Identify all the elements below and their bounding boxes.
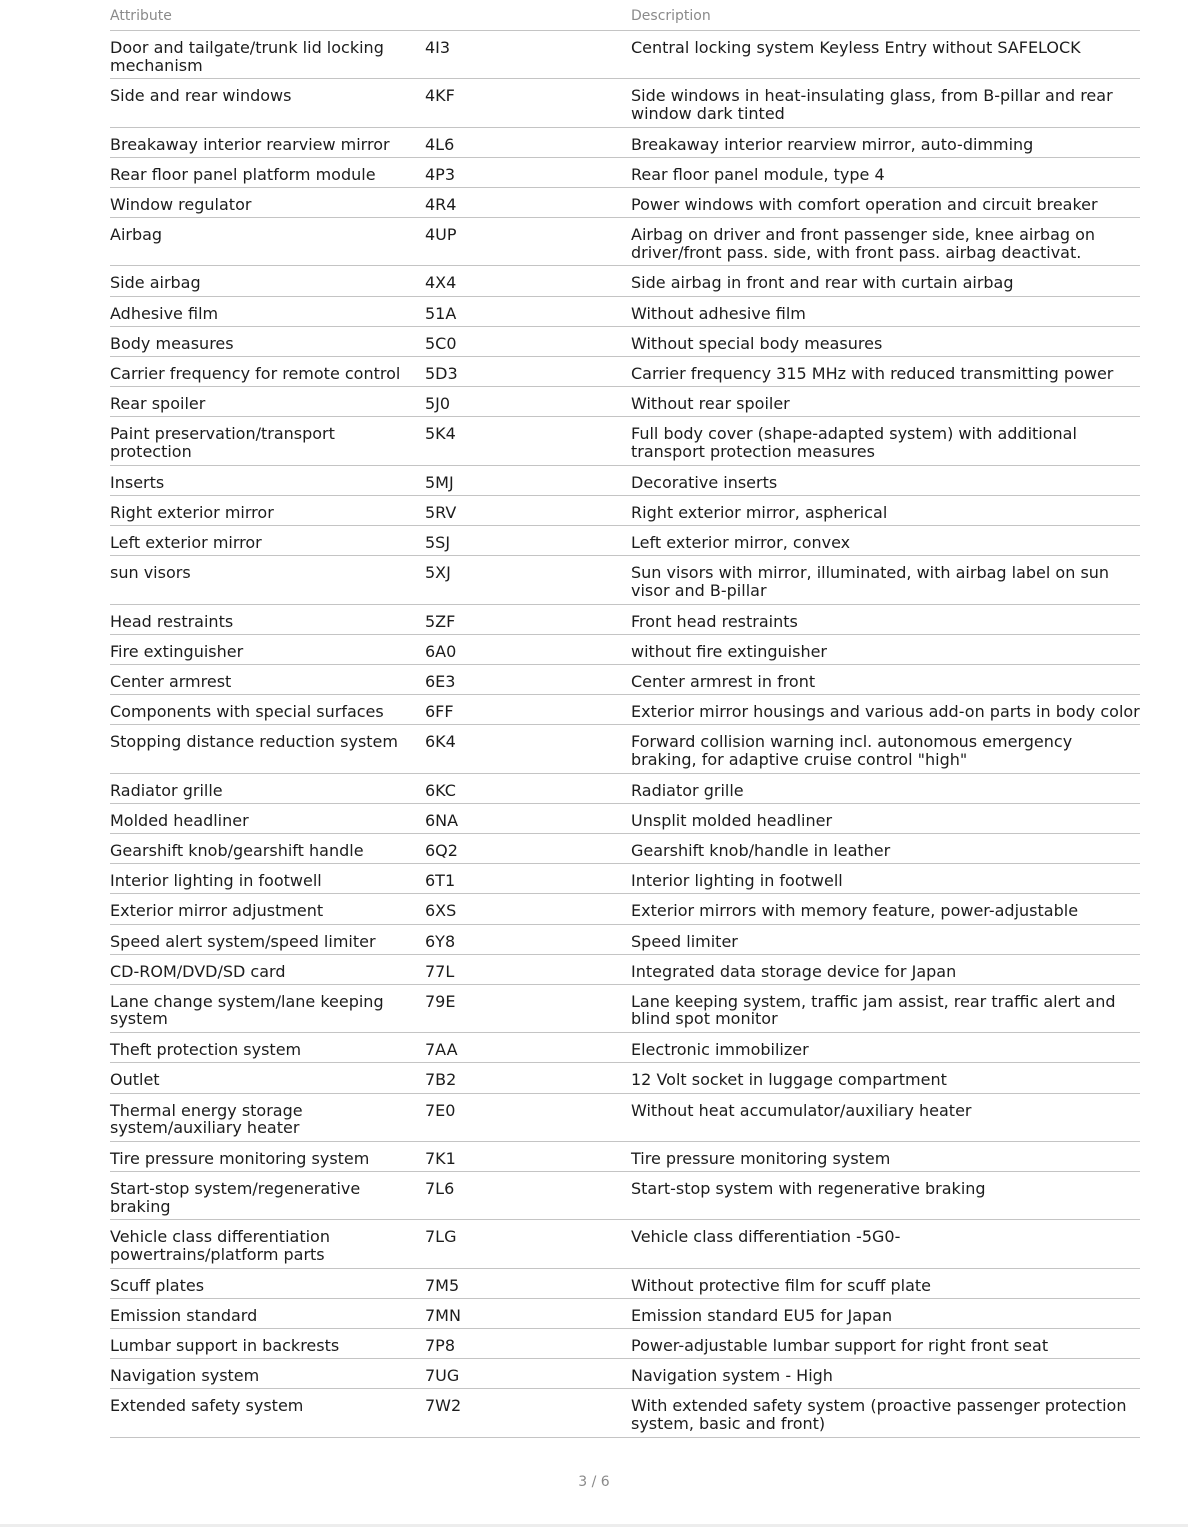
- attribute-cell: Rear spoiler: [110, 394, 206, 414]
- code-cell: 4P3: [425, 164, 456, 184]
- table-row: [110, 925, 1140, 955]
- table-row: [110, 1063, 1140, 1093]
- table-row: [110, 1299, 1140, 1329]
- attribute-cell: Lumbar support in backrests: [110, 1336, 340, 1356]
- code-cell: 5D3: [425, 364, 458, 384]
- code-cell: 77L: [425, 961, 455, 981]
- table-row: [110, 556, 1140, 604]
- table-row: [110, 266, 1140, 296]
- code-cell: 5J0: [425, 394, 451, 414]
- code-cell: 6A0: [425, 641, 457, 661]
- table-row: [110, 417, 1140, 465]
- attribute-cell: Fire extinguisher: [110, 641, 244, 661]
- table-row: [110, 605, 1140, 635]
- table-row: [110, 864, 1140, 894]
- code-cell: 6FF: [425, 702, 454, 722]
- description-cell: With extended safety system (proactive passenger protection system, basic and front): [631, 1396, 1127, 1433]
- description-cell: Rear floor panel module, type 4: [631, 164, 885, 184]
- attribute-cell: Molded headliner: [110, 810, 249, 830]
- description-cell: 12 Volt socket in luggage compartment: [631, 1070, 947, 1090]
- code-cell: 6Q2: [425, 840, 458, 860]
- table-row: [110, 297, 1140, 327]
- description-cell: Sun visors with mirror, illuminated, with airbag label on sun visor and B-pillar: [631, 563, 1110, 600]
- attribute-cell: Navigation system: [110, 1366, 260, 1386]
- attribute-cell: Vehicle class differentiation powertrains/platform parts: [110, 1227, 330, 1264]
- table-row: [110, 665, 1140, 695]
- description-cell: Radiator grille: [631, 780, 744, 800]
- code-cell: 6KC: [425, 780, 456, 800]
- table-row: [110, 695, 1140, 725]
- attribute-cell: Inserts: [110, 472, 165, 492]
- attribute-cell: Gearshift knob/gearshift handle: [110, 840, 364, 860]
- attribute-cell: Paint preservation/transport protection: [110, 424, 335, 461]
- attribute-cell: Speed alert system/speed limiter: [110, 931, 376, 951]
- code-cell: 5SJ: [425, 533, 451, 553]
- attribute-cell: Center armrest: [110, 671, 232, 691]
- code-cell: 79E: [425, 991, 456, 1011]
- attribute-cell: Scuff plates: [110, 1275, 205, 1295]
- code-cell: 7E0: [425, 1100, 456, 1120]
- description-cell: Start-stop system with regenerative braking: [631, 1179, 986, 1199]
- attribute-cell: Airbag: [110, 225, 163, 245]
- table-row: [110, 218, 1140, 266]
- attribute-cell: Head restraints: [110, 611, 234, 631]
- description-cell: Without adhesive film: [631, 303, 806, 323]
- table-row: [110, 985, 1140, 1033]
- table-row: [110, 327, 1140, 357]
- code-cell: 5XJ: [425, 563, 451, 583]
- description-cell: Airbag on driver and front passenger side, knee airbag on driver/front pass. side, with front pass. airbag deactivat.: [631, 225, 1096, 262]
- table-row: [110, 387, 1140, 417]
- code-cell: 7LG: [425, 1227, 457, 1247]
- description-cell: Interior lighting in footwell: [631, 871, 843, 891]
- table-row: [110, 1389, 1140, 1437]
- description-cell: Side windows in heat-insulating glass, from B-pillar and rear window dark tinted: [631, 86, 1113, 123]
- code-cell: 4X4: [425, 273, 457, 293]
- code-cell: 5C0: [425, 333, 457, 353]
- description-cell: Lane keeping system, traffic jam assist, rear traffic alert and blind spot monitor: [631, 991, 1116, 1029]
- table-row: [110, 496, 1140, 526]
- table-row: [110, 1359, 1140, 1389]
- table-row: [110, 1220, 1140, 1268]
- description-cell: Emission standard EU5 for Japan: [631, 1305, 893, 1325]
- table-row: [110, 466, 1140, 496]
- table-row: [110, 357, 1140, 387]
- table-row: [110, 188, 1140, 218]
- description-cell: Vehicle class differentiation -5G0-: [631, 1227, 901, 1247]
- table-row: [110, 79, 1140, 127]
- description-cell: Full body cover (shape-adapted system) with additional transport protection measures: [631, 424, 1077, 461]
- code-cell: 6XS: [425, 901, 457, 921]
- table-header: [110, 0, 1140, 31]
- description-cell: Navigation system - High: [631, 1366, 833, 1386]
- description-cell: Power windows with comfort operation and circuit breaker: [631, 194, 1098, 214]
- table-row: [110, 725, 1140, 773]
- code-cell: 4L6: [425, 134, 455, 154]
- table-row: [110, 1172, 1140, 1220]
- attribute-cell: Radiator grille: [110, 780, 223, 800]
- page-number: 3 / 6: [578, 1474, 610, 1490]
- attribute-cell: Lane change system/lane keeping system: [110, 991, 384, 1029]
- code-cell: 7L6: [425, 1179, 455, 1199]
- code-cell: 4UP: [425, 225, 457, 245]
- description-cell: Integrated data storage device for Japan: [631, 961, 957, 981]
- attribute-cell: Right exterior mirror: [110, 502, 274, 522]
- description-cell: without fire extinguisher: [631, 641, 827, 661]
- description-cell: Side airbag in front and rear with curtain airbag: [631, 273, 1014, 293]
- attribute-cell: Side airbag: [110, 273, 201, 293]
- description-cell: Unsplit molded headliner: [631, 810, 833, 830]
- attribute-cell: CD-ROM/DVD/SD card: [110, 961, 286, 981]
- attribute-cell: Exterior mirror adjustment: [110, 901, 324, 921]
- code-cell: 6Y8: [425, 931, 456, 951]
- table-row: [110, 1329, 1140, 1359]
- attribute-cell: Outlet: [110, 1070, 160, 1090]
- header-attribute: Attribute: [110, 8, 172, 24]
- code-cell: 7MN: [425, 1305, 461, 1325]
- table-row: [110, 158, 1140, 188]
- code-cell: 6T1: [425, 871, 456, 891]
- table-row: [110, 955, 1140, 985]
- code-cell: 7P8: [425, 1336, 456, 1356]
- attribute-cell: Left exterior mirror: [110, 533, 262, 553]
- description-cell: Left exterior mirror, convex: [631, 533, 851, 553]
- description-cell: Power-adjustable lumbar support for right front seat: [631, 1336, 1049, 1356]
- attribute-cell: Thermal energy storage system/auxiliary heater: [110, 1100, 303, 1138]
- table-row: [110, 128, 1140, 158]
- code-cell: 7UG: [425, 1366, 460, 1386]
- description-cell: Exterior mirrors with memory feature, power-adjustable: [631, 901, 1079, 921]
- attribute-cell: Stopping distance reduction system: [110, 732, 398, 752]
- description-cell: Without special body measures: [631, 333, 883, 353]
- header-description: Description: [631, 8, 711, 24]
- code-cell: 4I3: [425, 38, 451, 57]
- description-cell: Gearshift knob/handle in leather: [631, 840, 891, 860]
- code-cell: 7W2: [425, 1396, 462, 1416]
- attribute-cell: Emission standard: [110, 1305, 258, 1325]
- code-cell: 7B2: [425, 1070, 457, 1090]
- table-row: [110, 1094, 1140, 1142]
- description-cell: Right exterior mirror, aspherical: [631, 502, 888, 522]
- description-cell: Carrier frequency 315 MHz with reduced transmitting power: [631, 364, 1114, 384]
- document-table: [110, 0, 1140, 1438]
- code-cell: 6NA: [425, 810, 459, 830]
- description-cell: Center armrest in front: [631, 671, 816, 691]
- attribute-cell: Side and rear windows: [110, 86, 292, 106]
- attribute-cell: Window regulator: [110, 194, 252, 214]
- attribute-cell: Theft protection system: [110, 1040, 302, 1060]
- description-cell: Electronic immobilizer: [631, 1040, 809, 1060]
- code-cell: 4R4: [425, 194, 457, 214]
- attribute-cell: sun visors: [110, 563, 191, 583]
- description-cell: Speed limiter: [631, 931, 738, 951]
- description-cell: Without heat accumulator/auxiliary heater: [631, 1100, 972, 1120]
- attribute-cell: Breakaway interior rearview mirror: [110, 134, 390, 154]
- table-row: [110, 31, 1140, 79]
- attribute-cell: Tire pressure monitoring system: [110, 1148, 370, 1168]
- description-cell: Exterior mirror housings and various add-on parts in body color: [631, 702, 1140, 722]
- table-row: [110, 635, 1140, 665]
- table-row: [110, 1142, 1140, 1172]
- description-cell: Tire pressure monitoring system: [631, 1148, 891, 1168]
- table-row: [110, 526, 1140, 556]
- attribute-cell: Start-stop system/regenerative braking: [110, 1179, 361, 1216]
- description-cell: Without protective film for scuff plate: [631, 1275, 932, 1295]
- attribute-cell: Interior lighting in footwell: [110, 871, 322, 891]
- description-cell: Decorative inserts: [631, 472, 778, 492]
- description-cell: Front head restraints: [631, 611, 798, 631]
- table-row: [110, 804, 1140, 834]
- attribute-cell: Rear floor panel platform module: [110, 164, 376, 184]
- code-cell: 7M5: [425, 1275, 460, 1295]
- code-cell: 7K1: [425, 1148, 456, 1168]
- code-cell: 5RV: [425, 502, 457, 522]
- table-row: [110, 774, 1140, 804]
- code-cell: 4KF: [425, 86, 455, 106]
- attribute-cell: Door and tailgate/trunk lid locking mechanism: [110, 38, 384, 75]
- description-cell: Breakaway interior rearview mirror, auto-dimming: [631, 134, 1034, 154]
- code-cell: 51A: [425, 303, 457, 323]
- code-cell: 6E3: [425, 671, 456, 691]
- attribute-cell: Extended safety system: [110, 1396, 304, 1416]
- code-cell: 5MJ: [425, 472, 454, 492]
- description-cell: Central locking system Keyless Entry without SAFELOCK: [631, 38, 1081, 57]
- code-cell: 7AA: [425, 1040, 458, 1060]
- description-cell: Forward collision warning incl. autonomous emergency braking, for adaptive cruise control "high": [631, 732, 1073, 769]
- table-row: [110, 1033, 1140, 1063]
- table-row: [110, 894, 1140, 924]
- description-cell: Without rear spoiler: [631, 394, 790, 414]
- code-cell: 5ZF: [425, 611, 456, 631]
- attribute-cell: Body measures: [110, 333, 234, 353]
- table-row: [110, 834, 1140, 864]
- code-cell: 6K4: [425, 732, 456, 752]
- attribute-cell: Carrier frequency for remote control: [110, 364, 401, 384]
- table-row: [110, 1269, 1140, 1299]
- attribute-cell: Components with special surfaces: [110, 702, 384, 722]
- attribute-cell: Adhesive film: [110, 303, 219, 323]
- table-body: [110, 31, 1140, 1438]
- code-cell: 5K4: [425, 424, 456, 444]
